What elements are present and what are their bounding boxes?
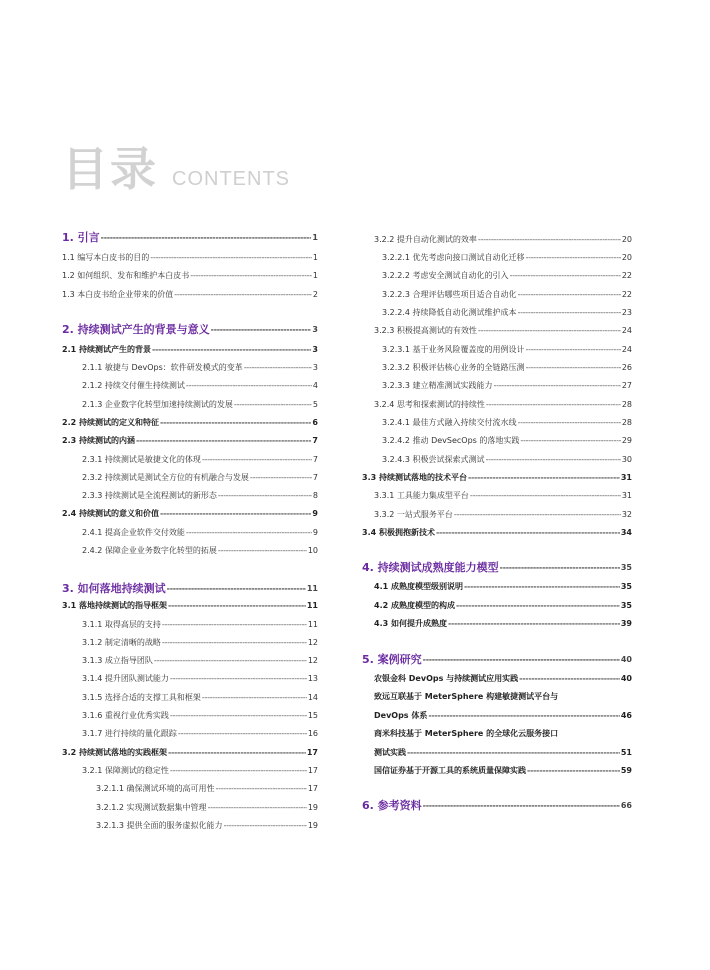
- toc-entry[interactable]: [96, 803, 318, 813]
- toc-title: 目录: [62, 142, 158, 196]
- toc-dot-leader: [478, 326, 621, 336]
- toc-dot-leader: [150, 253, 312, 263]
- toc-page-number: 35: [620, 601, 632, 610]
- toc-dot-leader: [167, 582, 306, 596]
- toc-entry[interactable]: [382, 418, 632, 428]
- toc-page-number: 24: [621, 326, 632, 335]
- toc-entry-title: 2.1.3 企业数字化转型加速持续测试的发展: [82, 400, 233, 409]
- toc-page-number: 40: [620, 655, 632, 664]
- toc-dot-leader: [526, 253, 621, 263]
- toc-page-number: 31: [620, 473, 632, 482]
- toc-entry-title: 3.2.3.2 积极评估核心业务的全链路压测: [382, 363, 525, 372]
- toc-entry-title: 3.1 落地持续测试的指导框架: [62, 601, 167, 610]
- toc-entry[interactable]: [82, 491, 318, 501]
- toc-entry-title: 3.2.1.1 确保测试环境的高可用性: [96, 784, 215, 793]
- toc-entry-title: 3.2.2.2 考虑安全测试自动化的引入: [382, 271, 509, 280]
- toc-page-number: 9: [312, 509, 318, 518]
- toc-entry-title: 2.3.3 持续测试是全流程测试的新形态: [82, 491, 217, 500]
- toc-dot-leader: [208, 803, 307, 813]
- toc-entry-title: 3.2.2.4 持续降低自动化测试维护成本: [382, 308, 517, 317]
- toc-entry[interactable]: [62, 748, 318, 758]
- toc-entry-title: 3.1.2 制定清晰的战略: [82, 638, 161, 647]
- toc-entry[interactable]: [62, 290, 318, 300]
- toc-page-number: 22: [621, 290, 632, 299]
- toc-entry-title: 2.1.2 持续交付催生持续测试: [82, 381, 185, 390]
- toc-entry[interactable]: [382, 345, 632, 355]
- toc-entry-title: 3.2.4.2 推动 DevSecOps 的落地实践: [382, 436, 520, 445]
- toc-entry-title: 2.3 持续测试的内涵: [62, 436, 135, 445]
- toc-dot-leader: [174, 290, 312, 300]
- toc-entry-title: 1.2 如何组织、发布和维护本白皮书: [62, 271, 190, 280]
- toc-chapter-entry[interactable]: [62, 323, 318, 337]
- toc-page-number: 11: [306, 584, 318, 593]
- toc-dot-leader: [520, 436, 620, 446]
- toc-dot-leader: [218, 491, 312, 501]
- toc-chapter-entry[interactable]: [362, 561, 632, 575]
- toc-entry-title: 2.4.1 提高企业软件交付效能: [82, 528, 185, 537]
- toc-entry[interactable]: [374, 748, 632, 758]
- toc-entry[interactable]: [82, 638, 318, 648]
- toc-page-number: 17: [307, 766, 318, 775]
- toc-page-number: 51: [620, 748, 632, 757]
- toc-dot-leader: [101, 231, 312, 245]
- toc-entry-title: 1.3 本白皮书给企业带来的价值: [62, 290, 174, 299]
- toc-page-number: 12: [307, 656, 318, 665]
- toc-entry[interactable]: [82, 766, 318, 776]
- toc-page-number: 1: [312, 271, 318, 280]
- toc-dot-leader: [526, 345, 621, 355]
- toc-entry-title: 测试实践: [374, 748, 406, 757]
- toc-entry[interactable]: [82, 729, 318, 739]
- toc-dot-leader: [162, 620, 307, 630]
- toc-page-number: 8: [312, 491, 318, 500]
- toc-dot-leader: [448, 619, 620, 629]
- toc-entry-title: 3.2.3.1 基于业务风险覆盖度的用例设计: [382, 345, 525, 354]
- toc-dot-leader: [423, 799, 620, 813]
- toc-entry[interactable]: [374, 235, 632, 245]
- toc-page-number: 11: [307, 620, 318, 629]
- toc-entry[interactable]: [374, 711, 632, 721]
- toc-entry-title: 2.4 持续测试的意义和价值: [62, 509, 159, 518]
- toc-entry[interactable]: [62, 418, 318, 428]
- toc-page-number: 5: [312, 400, 318, 409]
- toc-entry-title: 2.3.1 持续测试是敏捷文化的体现: [82, 455, 201, 464]
- toc-entry-title: 2.3.2 持续测试是测试全方位的有机融合与发展: [82, 473, 249, 482]
- toc-entry[interactable]: [62, 601, 318, 611]
- toc-entry-title: 3.1.1 取得高层的支持: [82, 620, 161, 629]
- toc-dot-leader: [486, 400, 621, 410]
- toc-entry-title: 3.1.7 进行持续的量化跟踪: [82, 729, 177, 738]
- toc-entry-title: 5. 案例研究: [362, 653, 422, 666]
- toc-dot-leader: [168, 748, 306, 758]
- toc-page-number: 7: [312, 455, 318, 464]
- toc-chapter-entry[interactable]: [62, 582, 318, 596]
- toc-dot-leader: [202, 455, 312, 465]
- toc-entry[interactable]: [82, 693, 318, 703]
- toc-entry[interactable]: [82, 711, 318, 721]
- toc-entry-title: 3.2.3.3 建立精准测试实践能力: [382, 381, 493, 390]
- toc-chapter-entry[interactable]: [362, 799, 632, 813]
- toc-page-number: 26: [621, 363, 632, 372]
- toc-entry[interactable]: [62, 345, 318, 355]
- toc-entry[interactable]: [82, 656, 318, 666]
- toc-entry-title: 3.1.3 成立指导团队: [82, 656, 153, 665]
- toc-entry[interactable]: [82, 473, 318, 483]
- toc-entry-title: 3.2.1.2 实现测试数据集中管理: [96, 803, 207, 812]
- toc-page-number: 40: [620, 674, 632, 683]
- toc-page-number: 22: [621, 271, 632, 280]
- toc-dot-leader: [170, 674, 307, 684]
- toc-entry[interactable]: [82, 620, 318, 630]
- toc-page-number: 3: [312, 325, 318, 334]
- toc-entry-title: 3.2 持续测试落地的实践框架: [62, 748, 167, 757]
- toc-chapter-entry[interactable]: [62, 231, 318, 245]
- toc-dot-leader: [519, 674, 620, 684]
- toc-dot-leader: [216, 784, 307, 794]
- toc-entry[interactable]: [82, 674, 318, 684]
- toc-entry[interactable]: [82, 546, 318, 556]
- toc-entry-title: 3. 如何落地持续测试: [62, 582, 166, 595]
- toc-entry[interactable]: [82, 455, 318, 465]
- toc-dot-leader: [160, 509, 311, 519]
- toc-entry[interactable]: [62, 509, 318, 519]
- toc-entry[interactable]: [82, 400, 318, 410]
- toc-page-number: 20: [621, 235, 632, 244]
- toc-entry[interactable]: [82, 381, 318, 391]
- toc-entry[interactable]: [382, 436, 632, 446]
- toc-entry-title: 4.3 如何提升成熟度: [374, 619, 447, 628]
- toc-entry-title: DevOps 体系: [374, 711, 428, 720]
- toc-entry-title: 1.1 编写本白皮书的目的: [62, 253, 150, 262]
- toc-page-number: 35: [620, 582, 632, 591]
- toc-dot-leader: [170, 766, 307, 776]
- toc-entry-title: 4.1 成熟度模型级别说明: [374, 582, 463, 591]
- toc-page-number: 17: [306, 748, 318, 757]
- toc-entry[interactable]: [382, 308, 632, 318]
- toc-page-number: 32: [621, 510, 632, 519]
- toc-page-number: 19: [307, 803, 318, 812]
- toc-dot-leader: [186, 381, 312, 391]
- toc-dot-leader: [168, 601, 306, 611]
- toc-page-number: 7: [312, 473, 318, 482]
- toc-entry[interactable]: [62, 436, 318, 446]
- toc-page-number: 16: [307, 729, 318, 738]
- toc-dot-leader: [518, 308, 621, 318]
- toc-page-number: 11: [306, 601, 318, 610]
- toc-entry[interactable]: [362, 473, 632, 483]
- toc-entry-title: 3.2.2.3 合理评估哪些项目适合自动化: [382, 290, 517, 299]
- toc-entry-title: 2.4.2 保障企业业务数字化转型的拓展: [82, 546, 217, 555]
- toc-entry[interactable]: [382, 455, 632, 465]
- toc-entry-title: 3.2.1.3 提供全面的服务虚拟化能力: [96, 821, 223, 830]
- toc-entry[interactable]: [374, 766, 632, 776]
- toc-entry[interactable]: [374, 400, 632, 410]
- toc-dot-leader: [423, 653, 620, 667]
- toc-page-number: 34: [620, 528, 632, 537]
- toc-dot-leader: [186, 528, 312, 538]
- toc-entry-title: 3.2.3 积极提高测试的有效性: [374, 326, 477, 335]
- toc-entry-title: 3.3 持续测试落地的技术平台: [362, 473, 467, 482]
- toc-entry-title: 农银金科 DevOps 与持续测试应用实践: [374, 674, 519, 683]
- toc-dot-leader: [436, 528, 620, 538]
- toc-entry[interactable]: [374, 491, 632, 501]
- toc-entry-title: 2.1.1 敏捷与 DevOps：软件研发模式的变革: [82, 363, 243, 372]
- toc-page-number: 1: [312, 233, 318, 242]
- toc-page-number: 9: [312, 528, 318, 537]
- toc-entry[interactable]: [382, 381, 632, 391]
- toc-page-number: 35: [620, 563, 632, 572]
- toc-page-number: 23: [621, 308, 632, 317]
- toc-dot-leader: [162, 638, 307, 648]
- toc-entry[interactable]: [96, 821, 318, 831]
- toc-entry[interactable]: [96, 784, 318, 794]
- toc-dot-leader: [152, 345, 311, 355]
- toc-entry[interactable]: [82, 363, 318, 373]
- toc-entry[interactable]: [62, 271, 318, 281]
- toc-entry-title: 3.1.5 选择合适的支撑工具和框架: [82, 693, 201, 702]
- toc-dot-leader: [478, 235, 621, 245]
- toc-entry-title: 2.2 持续测试的定义和特征: [62, 418, 159, 427]
- toc-entry-title: 3.3.2 一站式服务平台: [374, 510, 453, 519]
- toc-dot-leader: [224, 821, 307, 831]
- toc-title-en: CONTENTS: [172, 168, 290, 190]
- toc-entry-title: 3.2.2 提升自动化测试的效率: [374, 235, 477, 244]
- toc-dot-leader: [136, 436, 311, 446]
- toc-entry-title: 1. 引言: [62, 231, 100, 244]
- toc-page-number: 10: [307, 546, 318, 555]
- toc-entry-title: 国信证券基于开源工具的系统质量保障实践: [374, 766, 526, 775]
- toc-entry-title: 3.2.4.1 最佳方式融入持续交付流水线: [382, 418, 517, 427]
- toc-entry[interactable]: [374, 619, 632, 629]
- toc-entry-title: 4. 持续测试成熟度能力模型: [362, 561, 499, 574]
- toc-page-number: 20: [621, 253, 632, 262]
- toc-dot-leader: [154, 656, 307, 666]
- toc-header: [62, 133, 290, 199]
- toc-dot-leader: [454, 510, 621, 520]
- toc-page-number: 28: [621, 418, 632, 427]
- toc-entry[interactable]: [382, 290, 632, 300]
- toc-entry[interactable]: [362, 528, 632, 538]
- toc-page-number: 2: [312, 290, 318, 299]
- toc-dot-leader: [250, 473, 312, 483]
- toc-entry-title: 6. 参考资料: [362, 799, 422, 812]
- toc-page-number: 31: [621, 491, 632, 500]
- toc-page-number: 3: [312, 363, 318, 372]
- toc-dot-leader: [510, 271, 621, 281]
- toc-entry[interactable]: [382, 271, 632, 281]
- toc-dot-leader: [468, 473, 620, 483]
- toc-dot-leader: [518, 418, 621, 428]
- toc-page-number: 59: [620, 766, 632, 775]
- toc-page-number: 29: [621, 436, 632, 445]
- toc-dot-leader: [527, 766, 620, 776]
- toc-page-number: 6: [312, 418, 318, 427]
- toc-dot-leader: [500, 561, 620, 575]
- toc-page-number: 17: [307, 784, 318, 793]
- toc-entry[interactable]: [62, 253, 318, 263]
- toc-page-number: 19: [307, 821, 318, 830]
- toc-entry[interactable]: [382, 363, 632, 373]
- toc-page-number: 12: [307, 638, 318, 647]
- toc-entry[interactable]: [374, 674, 632, 684]
- toc-page-number: 13: [307, 674, 318, 683]
- toc-entry-title: 3.2.4 思考和探索测试的持续性: [374, 400, 485, 409]
- toc-entry-title-line[interactable]: 商米科技基于 MeterSphere 的全球化云服务接口: [374, 729, 559, 738]
- toc-dot-leader: [470, 491, 621, 501]
- toc-dot-leader: [202, 693, 307, 703]
- toc-dot-leader: [526, 363, 621, 373]
- toc-page-number: 14: [307, 693, 318, 702]
- toc-dot-leader: [244, 363, 312, 373]
- toc-entry-title: 3.3.1 工具能力集成型平台: [374, 491, 469, 500]
- toc-page-number: 7: [312, 436, 318, 445]
- toc-entry-title: 3.2.2.1 优先考虑向接口测试自动化迁移: [382, 253, 525, 262]
- toc-page-number: 15: [307, 711, 318, 720]
- toc-entry-title-line[interactable]: 致远互联基于 MeterSphere 构建敏捷测试平台与: [374, 692, 559, 701]
- toc-entry[interactable]: [82, 528, 318, 538]
- toc-entry[interactable]: [374, 510, 632, 520]
- toc-dot-leader: [160, 418, 311, 428]
- toc-page-number: 39: [620, 619, 632, 628]
- toc-entry-title: 3.2.1 保障测试的稳定性: [82, 766, 169, 775]
- toc-entry[interactable]: [374, 582, 632, 592]
- toc-dot-leader: [170, 711, 307, 721]
- toc-page-number: 66: [620, 801, 632, 810]
- toc-page-number: 28: [621, 400, 632, 409]
- toc-dot-leader: [494, 381, 621, 391]
- toc-page-number: 30: [621, 455, 632, 464]
- toc-chapter-entry[interactable]: [362, 653, 632, 667]
- toc-entry-title: 2.1 持续测试产生的背景: [62, 345, 151, 354]
- toc-dot-leader: [211, 323, 312, 337]
- toc-entry[interactable]: [374, 326, 632, 336]
- toc-dot-leader: [218, 546, 307, 556]
- toc-dot-leader: [178, 729, 307, 739]
- toc-entry-title: 3.2.4.3 积极尝试探索式测试: [382, 455, 485, 464]
- toc-dot-leader: [190, 271, 312, 281]
- toc-entry-title: 3.4 积极拥抱新技术: [362, 528, 435, 537]
- toc-dot-leader: [518, 290, 621, 300]
- toc-dot-leader: [407, 748, 620, 758]
- toc-entry[interactable]: [374, 601, 632, 611]
- toc-page-number: 3: [312, 345, 318, 354]
- toc-entry-title: 4.2 成熟度模型的构成: [374, 601, 455, 610]
- toc-entry-title: 3.1.4 提升团队测试能力: [82, 674, 169, 683]
- toc-page-number: 4: [312, 381, 318, 390]
- toc-page-number: 1: [312, 253, 318, 262]
- toc-entry-title: 3.1.6 重视行业优秀实践: [82, 711, 169, 720]
- toc-page-number: 46: [620, 711, 632, 720]
- toc-page-number: 24: [621, 345, 632, 354]
- toc-dot-leader: [486, 455, 621, 465]
- toc-dot-leader: [428, 711, 620, 721]
- toc-dot-leader: [234, 400, 312, 410]
- toc-page-number: 27: [621, 381, 632, 390]
- toc-dot-leader: [456, 601, 620, 611]
- toc-entry-title: 2. 持续测试产生的背景与意义: [62, 323, 210, 336]
- toc-entry[interactable]: [382, 253, 632, 263]
- toc-dot-leader: [464, 582, 620, 592]
